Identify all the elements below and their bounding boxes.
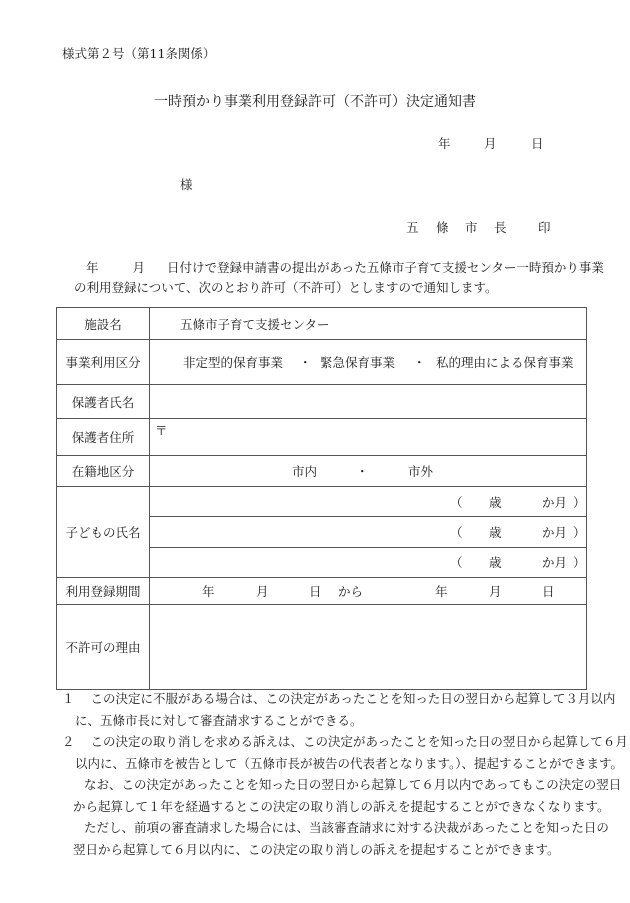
period-to-day: 日 xyxy=(542,584,555,599)
child-name-field-3[interactable] xyxy=(150,547,587,577)
child-row-1 xyxy=(57,487,587,517)
guardian-name-label: 保護者氏名 xyxy=(57,385,150,419)
age-years-label-3: 歳 xyxy=(489,555,502,571)
residence-option-city[interactable]: 市内 xyxy=(292,464,318,479)
age-open-paren-2: （ xyxy=(450,524,463,540)
guardian-name-field[interactable] xyxy=(150,385,587,419)
guardian-name-row xyxy=(57,385,587,419)
age-months-label-1: か月 xyxy=(542,494,568,510)
period-label: 利用登録期間 xyxy=(57,578,150,605)
intro-month: 月 xyxy=(132,260,145,275)
residence-label: 在籍地区分 xyxy=(57,456,150,487)
facility-value: 五條市子育て支援センター xyxy=(180,316,330,332)
date-month-label: 月 xyxy=(484,136,497,151)
date-day-label: 日 xyxy=(531,136,544,151)
service-row xyxy=(57,340,587,385)
period-row xyxy=(57,578,587,605)
age-months-label-3: か月 xyxy=(542,555,568,571)
residence-row xyxy=(57,456,587,487)
sender-char-4: 長 xyxy=(494,220,507,235)
note-1-number: １ xyxy=(62,691,75,706)
registration-table xyxy=(56,307,587,690)
facility-value-cell xyxy=(150,308,587,340)
form-number: 様式第２号（第11条関係） xyxy=(62,46,216,61)
age-years-label-2: 歳 xyxy=(489,524,502,540)
period-to-year: 年 xyxy=(435,584,448,599)
note-1-line-1 xyxy=(62,688,616,710)
service-separator-2: ・ xyxy=(413,355,426,370)
child-name-label: 子どもの氏名 xyxy=(57,487,150,578)
refusal-reason-field[interactable] xyxy=(150,605,587,690)
refusal-reason-label: 不許可の理由 xyxy=(57,605,150,690)
age-months-label-2: か月 xyxy=(542,524,568,540)
note-2-line-6: 翌日から起算して６月以内に、この決定の取り消しの訴えを提起することができます。 xyxy=(73,841,560,857)
note-2-line-2: 以内に、五條市を被告として（五條市長が被告の代表者となります。）、提起することができます。 xyxy=(75,755,624,771)
period-from-day: 日 xyxy=(309,584,322,599)
document-title: 一時預かり事業利用登録許可（不許可）決定通知書 xyxy=(154,94,476,110)
period-field[interactable] xyxy=(150,578,587,605)
residence-separator: ・ xyxy=(356,464,369,479)
age-close-paren-3: ） xyxy=(573,555,586,571)
note-2-text-1: この決定の取り消しを求める訴えは、この決定があったことを知った日の翌日から起算して６月 xyxy=(90,734,628,749)
sender-char-3: 市 xyxy=(465,220,478,235)
age-close-paren-1: ） xyxy=(573,494,586,510)
intro-line1: 日付けで登録申請書の提出があった五條市子育て支援センター一時預かり事業 xyxy=(166,260,604,275)
note-2-line-5: ただし、前項の審査請求した場合には、当該審査請求に対する決裁があったことを知った日の xyxy=(84,820,609,835)
intro-paragraph xyxy=(64,258,604,298)
service-option-1[interactable]: 非定型的保育事業 xyxy=(183,355,284,370)
period-to-month: 月 xyxy=(489,584,502,599)
period-from-month: 月 xyxy=(256,584,269,599)
residence-options-cell[interactable] xyxy=(150,456,587,487)
period-connector: から xyxy=(338,584,364,599)
guardian-address-field[interactable] xyxy=(150,419,587,456)
residence-option-outside[interactable]: 市外 xyxy=(408,464,434,479)
service-options-cell[interactable] xyxy=(150,340,587,385)
note-2-number: ２ xyxy=(62,734,75,749)
guardian-address-row xyxy=(57,419,587,456)
service-option-2[interactable]: 緊急保育事業 xyxy=(320,355,396,370)
refusal-reason-row xyxy=(57,605,587,690)
age-close-paren-2: ） xyxy=(573,524,586,540)
age-years-label-1: 歳 xyxy=(489,494,502,510)
service-label: 事業利用区分 xyxy=(57,340,150,385)
date-year-label: 年 xyxy=(438,136,451,151)
age-open-paren-3: （ xyxy=(450,555,463,571)
intro-line2: の利用登録について、次のとおり許可（不許可）としますので通知します。 xyxy=(74,280,498,295)
sender-char-2: 條 xyxy=(436,220,449,235)
note-2-line-3: なお、この決定があったことを知った日の翌日から起算して６月以内であってもこの決定の翌日 xyxy=(84,777,622,792)
guardian-address-label: 保護者住所 xyxy=(57,419,150,456)
period-from-year: 年 xyxy=(202,584,215,599)
service-separator-1: ・ xyxy=(299,355,312,370)
service-option-3[interactable]: 私的理由による保育事業 xyxy=(436,355,574,370)
sender-char-1: 五 xyxy=(406,220,419,235)
postal-mark: 〒 xyxy=(155,423,168,438)
facility-row xyxy=(57,308,587,340)
age-open-paren-1: （ xyxy=(450,494,463,510)
note-2-line-4: から起算して１年を経過するとこの決定の取り消しの訴えを提起することができなくなります。 xyxy=(73,798,610,814)
intro-year: 年 xyxy=(86,260,99,275)
note-1-text-1: この決定に不服がある場合は、この決定があったことを知った日の翌日から起算して３月以内 xyxy=(90,691,616,706)
addressee-honorific: 様 xyxy=(180,177,193,192)
facility-label: 施設名 xyxy=(57,308,150,340)
notes-section xyxy=(62,688,628,860)
note-1-line-2: に、五條市長に対して審査請求することができる。 xyxy=(75,712,363,728)
note-2-line-1 xyxy=(62,731,628,753)
child-name-field-2[interactable] xyxy=(150,517,587,547)
seal-mark: 印 xyxy=(538,220,551,235)
child-name-field-1[interactable] xyxy=(150,487,587,517)
